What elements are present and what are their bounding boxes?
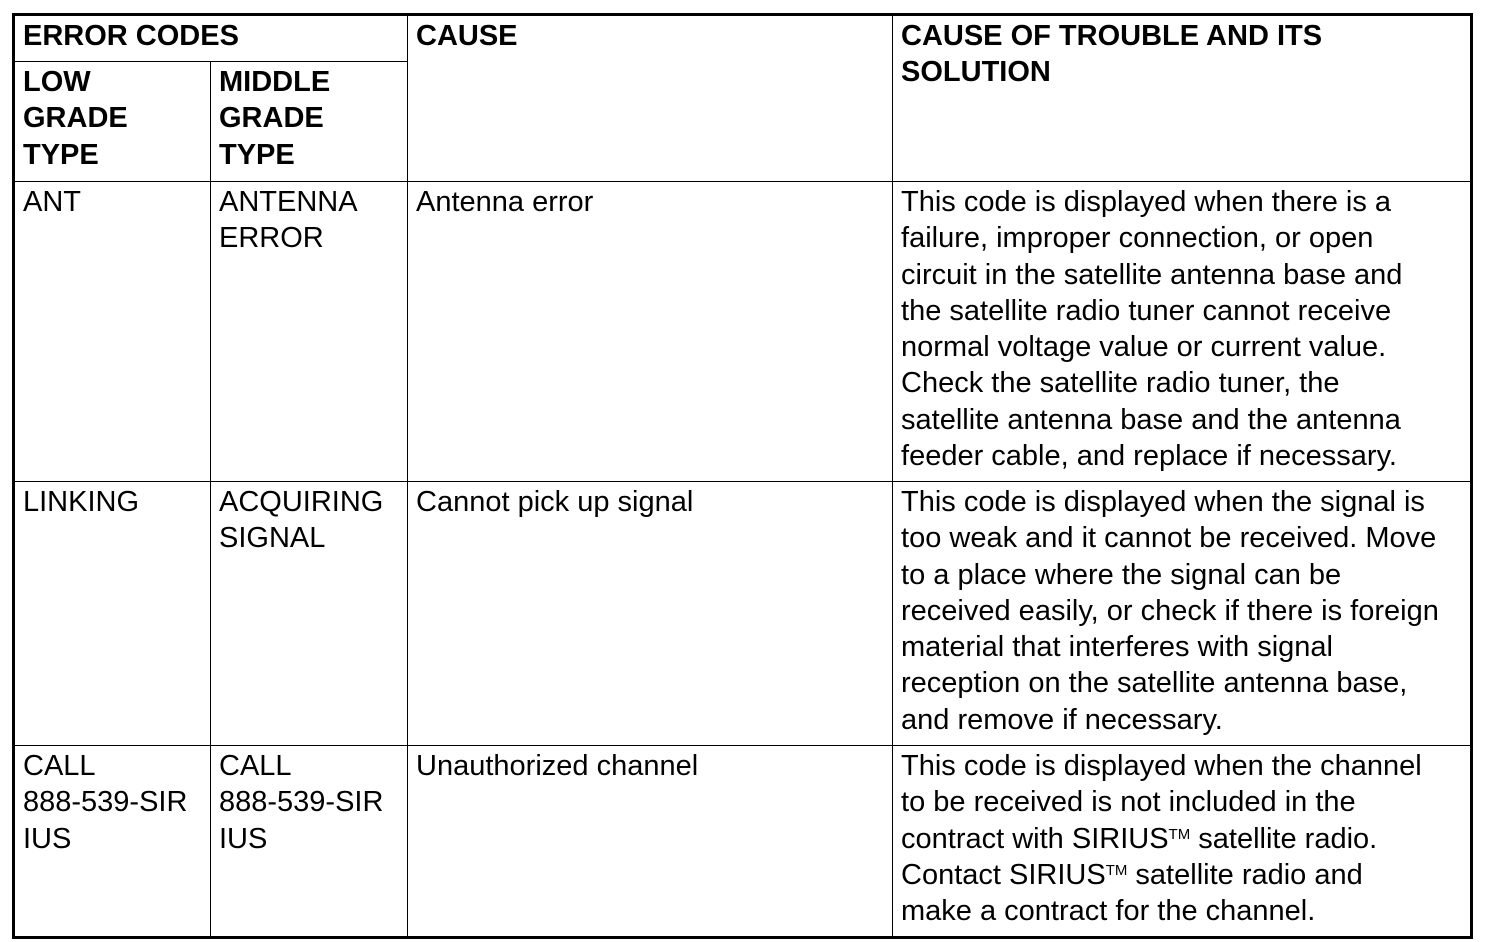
cell-solution: This code is displayed when the channel to be received is not included in the contract with SIRIUS™ satellite radio. Contact SIRIUS™ satellite radio and make a contract for the channel. xyxy=(893,746,1472,938)
cell-cause: Cannot pick up signal xyxy=(408,482,893,746)
header-row-top xyxy=(14,15,1472,62)
cell-middle-grade: ACQUIRING SIGNAL xyxy=(211,482,408,746)
cell-solution: This code is displayed when there is a failure, improper connection, or open circuit in the satellite antenna base and the satellite radio tuner cannot receive normal voltage value or current value. Check the satellite radio tuner, the satellite antenna base and the antenna feeder cable, and replace if necessary. xyxy=(893,182,1472,482)
solution-line-with-trademark: contract with SIRIUS™ satellite radio. xyxy=(901,822,1378,855)
header-low-grade-type: LOW GRADE TYPE xyxy=(14,62,211,182)
cell-middle-grade: ANTENNA ERROR xyxy=(211,182,408,482)
cell-low-grade: ANT xyxy=(14,182,211,482)
cell-low-grade: LINKING xyxy=(14,482,211,746)
header-solution: CAUSE OF TROUBLE AND ITS SOLUTION xyxy=(893,15,1472,182)
cell-middle-grade: CALL 888-539-SIR IUS xyxy=(211,746,408,938)
header-cause: CAUSE xyxy=(408,15,893,182)
cell-cause: Unauthorized channel xyxy=(408,746,893,938)
header-error-codes: ERROR CODES xyxy=(14,15,408,62)
cell-solution: This code is displayed when the signal is too weak and it cannot be received. Move to a place where the signal can be received easily, or check if there is foreign material that interferes with signal reception on the satellite antenna base, and remove if necessary. xyxy=(893,482,1472,746)
header-middle-grade-type: MIDDLE GRADE TYPE xyxy=(211,62,408,182)
cell-low-grade: CALL 888-539-SIR IUS xyxy=(14,746,211,938)
table-row xyxy=(14,182,1472,482)
solution-line-with-trademark: Contact SIRIUS™ satellite radio and xyxy=(901,858,1363,891)
cell-cause: Antenna error xyxy=(408,182,893,482)
trademark-mark: TM xyxy=(1168,825,1191,843)
trademark-mark: TM xyxy=(1105,861,1128,879)
table-row xyxy=(14,482,1472,746)
error-codes-table xyxy=(12,13,1473,939)
table-row xyxy=(14,746,1472,938)
